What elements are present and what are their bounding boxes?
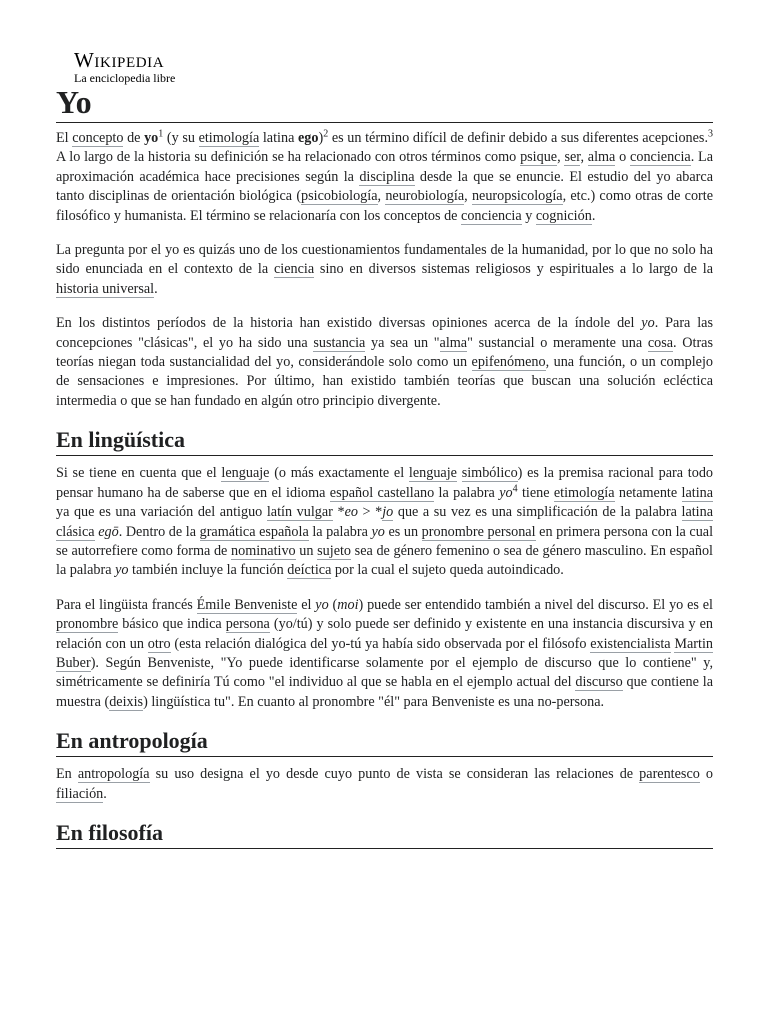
- footnote-ref[interactable]: 1: [158, 128, 164, 140]
- link-lenguaje[interactable]: lenguaje: [221, 465, 270, 482]
- footnote-ref[interactable]: 4: [512, 482, 518, 494]
- link-existencialista[interactable]: existencialista: [590, 635, 671, 652]
- article-body: [56, 129, 713, 857]
- link-latin-clasica[interactable]: latina clásica: [56, 504, 714, 540]
- link-antropologia[interactable]: antropología: [77, 766, 150, 783]
- paragraph: En los distintos períodos de la historia han existido diversas opiniones acerca de la índole del yo. Para las concepciones "clásicas", el yo ha sido una sustancia ya sea un "alma" sustancial o meramente una cosa. Otras teorías niegan toda sustancialidad del yo, considerándole solo como un epifenómeno, una función, o un complejo de sensaciones e impresiones. Por último, han existido también teorías que buscan una solución ecléctica intermedia o que se han fundado en algún otro principio divergente.: [56, 315, 713, 409]
- link-emile-benveniste[interactable]: Émile Benveniste: [196, 596, 298, 613]
- link-concepto[interactable]: concepto: [72, 130, 124, 146]
- section-heading-antropologia: En antropología: [56, 727, 713, 757]
- paragraph: La pregunta por el yo es quizás uno de los cuestionamientos fundamentales de la humanidad, por lo que no solo ha sido enunciada en el contexto de la ciencia sino en diversos sistemas religiosos y espirituales a lo largo de la historia universal.: [56, 242, 713, 297]
- link-psique[interactable]: psique: [520, 149, 558, 166]
- link-epifenomeno[interactable]: epifenómeno: [471, 354, 546, 371]
- link-ciencia[interactable]: ciencia: [273, 261, 315, 278]
- link-lenguaje[interactable]: lenguaje: [408, 465, 457, 482]
- link-neuropsicologia[interactable]: neuropsicología: [471, 188, 563, 205]
- link-conciencia[interactable]: conciencia: [461, 207, 522, 224]
- link-simbolico[interactable]: simbólico: [461, 465, 518, 482]
- link-ser[interactable]: ser: [564, 149, 581, 166]
- link-alma[interactable]: alma: [439, 334, 468, 351]
- link-conciencia[interactable]: conciencia: [630, 149, 691, 166]
- link-deictica[interactable]: deíctica: [287, 562, 332, 579]
- link-gramatica-espanola[interactable]: gramática española: [199, 523, 309, 540]
- section-heading-filosofia: En filosofía: [56, 819, 713, 849]
- link-persona[interactable]: persona: [225, 616, 270, 633]
- page-title: Yo: [56, 82, 713, 123]
- link-etimologia[interactable]: etimología: [198, 130, 260, 146]
- wikipedia-logo[interactable]: [74, 49, 204, 85]
- link-filiacion[interactable]: filiación: [56, 785, 104, 802]
- link-martin-buber[interactable]: Martin Buber: [56, 635, 714, 671]
- link-cosa[interactable]: cosa: [647, 334, 674, 351]
- paragraph: Para el lingüista francés Émile Benveniste el yo (moi) puede ser entendido también a nivel del discurso. El yo es el pronombre básico que indica persona (yo/tú) y solo puede ser definido y existente en una instancia discursiva y en relación con un otro (esta relación dialógica del yo-tú ya había sido observada por el filósofo existencialista Martin Buber). Según Benveniste, "Yo puede identificarse solamente por el ejemplo de discurso que lo contiene" y, simétricamente se definiría Tú como "el individuo al que se habla en el ejemplo actual del discurso que contiene la muestra (deixis) lingüística tu". En cuanto al pronombre "él" para Benveniste es una no-persona.: [56, 596, 714, 710]
- link-espanol-castellano[interactable]: español castellano: [329, 484, 435, 501]
- link-neurobiologia[interactable]: neurobiología: [385, 188, 465, 205]
- link-disciplina[interactable]: disciplina: [359, 168, 415, 185]
- link-deixis[interactable]: deixis: [109, 693, 144, 710]
- link-discurso[interactable]: discurso: [575, 674, 623, 691]
- footnote-ref[interactable]: 2: [323, 128, 329, 140]
- link-cognicion[interactable]: cognición: [535, 207, 592, 224]
- paragraph: Si se tiene en cuenta que el lenguaje (o más exactamente el lenguaje simbólico) es la premisa racional para todo pensar humano ha de saberse que en el idioma español castellano la palabra $yo^4$ tiene etimología netamente latina ya que es una variación del antiguo latín vulgar *eo > *jo que a su vez es una simplificación de la palabra latina clásica egō. Dentro de la gramática española la palabra yo es un pronombre personal en primera persona con la cual se autorrefiere como forma de nominativo un sujeto sea de género femenino o sea de género masculino. En español la palabra yo también incluye la función deíctica por la cual el sujeto queda autoindicado.: [56, 465, 714, 579]
- link-psicobiologia[interactable]: psicobiología: [301, 188, 378, 205]
- link-alma[interactable]: alma: [587, 149, 616, 166]
- footnote-ref[interactable]: 3: [708, 128, 713, 140]
- logo-tagline: La enciclopedia libre: [74, 71, 176, 85]
- link-latina[interactable]: latina: [681, 484, 714, 501]
- link-latin-vulgar[interactable]: latín vulgar: [266, 504, 333, 521]
- paragraph: En antropología su uso designa el yo desde cuyo punto de vista se consideran las relaciones de parentesco o filiación.: [56, 766, 714, 802]
- logo-wordmark: Wikipedia: [74, 48, 165, 72]
- link-sujeto[interactable]: sujeto: [317, 542, 352, 559]
- section-heading-linguistica: En lingüística: [56, 426, 713, 456]
- paragraph: El concepto de $yo^1$ (y su etimología latina ego)$^2$ es un término difícil de definir debido a sus diferentes acepciones.$^3$ A lo largo de la historia su definición se ha relacionado con otros términos como psique, ser, alma o conciencia. La aproximación académica hace precisiones según la disciplina desde la que se enuncie. El estudio del yo abarca tanto disciplinas de orientación biológica (psicobiología, neurobiología, neuropsicología, etc.) como otras de corte filosófico y humanista. El término se relacionaría con los conceptos de conciencia y cognición.: [56, 128, 714, 224]
- link-pronombre-personal[interactable]: pronombre personal: [421, 523, 536, 540]
- link-sustancia[interactable]: sustancia: [313, 334, 366, 351]
- link-otro[interactable]: otro: [147, 635, 171, 652]
- link-parentesco[interactable]: parentesco: [639, 766, 700, 783]
- link-jo[interactable]: jo: [382, 504, 394, 521]
- link-etimologia[interactable]: etimología: [553, 484, 615, 501]
- link-nominativo[interactable]: nominativo: [231, 542, 296, 559]
- link-pronombre[interactable]: pronombre: [56, 616, 119, 633]
- link-historia-universal[interactable]: historia universal: [56, 280, 155, 297]
